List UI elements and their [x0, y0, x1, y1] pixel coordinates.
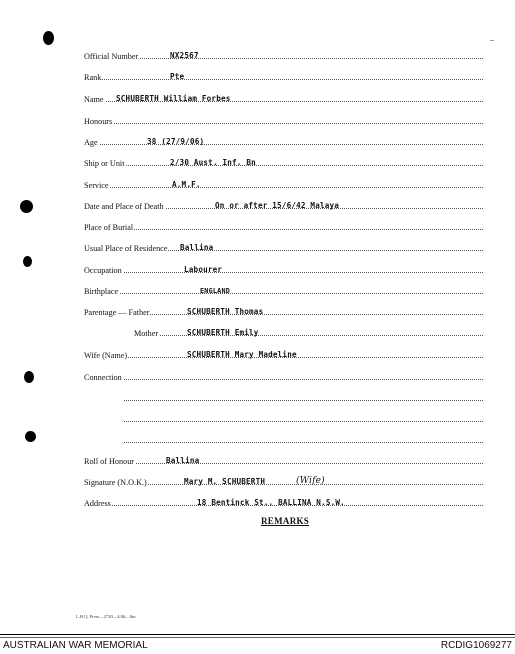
footer-rule: [0, 634, 515, 635]
field-label: Roll of Honour: [84, 457, 135, 466]
field-signature: [84, 473, 483, 487]
dotted-line: [124, 421, 483, 422]
field-value: NX2567: [170, 51, 199, 60]
connection-line-4: [124, 431, 483, 445]
field-value: Ballina: [180, 243, 214, 252]
field-ship-or-unit: [84, 154, 483, 168]
scan-mark: [490, 40, 494, 41]
signature-note: (Wife): [296, 476, 325, 486]
field-label: Address: [84, 499, 111, 508]
dotted-line: [84, 272, 483, 273]
dotted-line: [84, 79, 483, 80]
field-value: 2/30 Aust. Inf. Bn: [170, 158, 256, 167]
field-label: Service: [84, 181, 109, 190]
field-mother: [134, 324, 483, 338]
dotted-line: [84, 123, 483, 124]
dotted-line: [84, 165, 483, 166]
field-label: Place of Burial: [84, 223, 134, 232]
remarks-heading: REMARKS: [261, 516, 310, 526]
field-name: [84, 90, 483, 104]
field-value: Mary M. SCHUBERTH: [184, 477, 266, 486]
footer-archive-name: AUSTRALIAN WAR MEMORIAL: [3, 640, 148, 651]
field-honours: [84, 112, 483, 126]
field-label: Connection: [84, 373, 122, 382]
field-birthplace: [84, 282, 483, 296]
field-value: SCHUBERTH Thomas: [187, 307, 264, 316]
field-service: [84, 176, 483, 190]
field-value: SCHUBERTH Emily: [187, 328, 259, 337]
dotted-line: [84, 187, 483, 188]
field-official-number: [84, 47, 483, 61]
field-label: Date and Place of Death: [84, 202, 164, 211]
field-usual-residence: [84, 239, 483, 253]
dotted-line: [124, 442, 483, 443]
field-value: 18 Bentinck St., BALLINA N.S.W.: [197, 498, 345, 507]
dotted-line: [84, 379, 483, 380]
field-place-of-burial: [84, 218, 483, 232]
field-label: Birthplace: [84, 287, 119, 296]
field-label: Name: [84, 95, 104, 104]
field-label: Mother: [134, 329, 159, 338]
field-label: Official Number: [84, 52, 139, 61]
field-label: Wife (Name): [84, 351, 128, 360]
punch-hole-1: [43, 31, 54, 45]
field-label: Rank: [84, 73, 102, 82]
field-father: [84, 303, 483, 317]
field-label: Occupation: [84, 266, 122, 275]
field-value: A.M.F.: [172, 180, 201, 189]
field-value: On or after 15/6/42 Malaya: [215, 201, 340, 210]
punch-hole-5: [25, 431, 36, 442]
field-label: Signature (N.O.K.): [84, 478, 147, 487]
field-label: Honours: [84, 117, 113, 126]
footer-record-id: RCDIG1069277: [440, 640, 512, 651]
field-address: [84, 494, 483, 508]
field-value: Ballina: [166, 456, 200, 465]
field-label: Ship or Unit: [84, 159, 125, 168]
dotted-line: [84, 229, 483, 230]
field-value: SCHUBERTH William Forbes: [116, 94, 231, 103]
footer-rule-2: [0, 637, 515, 638]
punch-hole-4: [24, 371, 34, 383]
connection-line-3: [124, 410, 483, 424]
field-roll-of-honour: [84, 452, 483, 466]
dotted-line: [84, 144, 483, 145]
field-value: ENGLAND: [200, 287, 231, 295]
field-connection: [84, 368, 483, 382]
punch-hole-2: [20, 200, 33, 213]
field-value: Labourer: [184, 265, 223, 274]
field-label: Usual Place of Residence: [84, 244, 168, 253]
dotted-line: [84, 463, 483, 464]
field-value: 38 (27/9/06): [147, 137, 205, 146]
field-age: [84, 133, 483, 147]
dotted-line: [84, 58, 483, 59]
field-label: Age: [84, 138, 98, 147]
field-occupation: [84, 261, 483, 275]
connection-line-2: [124, 389, 483, 403]
dotted-line: [124, 400, 483, 401]
printer-imprint: L.H.Q. Press—2720—4/46—8m.: [76, 614, 137, 619]
field-rank: [84, 68, 483, 82]
field-value: SCHUBERTH Mary Madeline: [187, 350, 297, 359]
field-label: Parentage — Father: [84, 308, 150, 317]
field-wife: [84, 346, 483, 360]
punch-hole-3: [23, 256, 32, 267]
field-date-place-death: [84, 197, 483, 211]
dotted-line: [84, 293, 483, 294]
field-value: Pte: [170, 72, 185, 81]
